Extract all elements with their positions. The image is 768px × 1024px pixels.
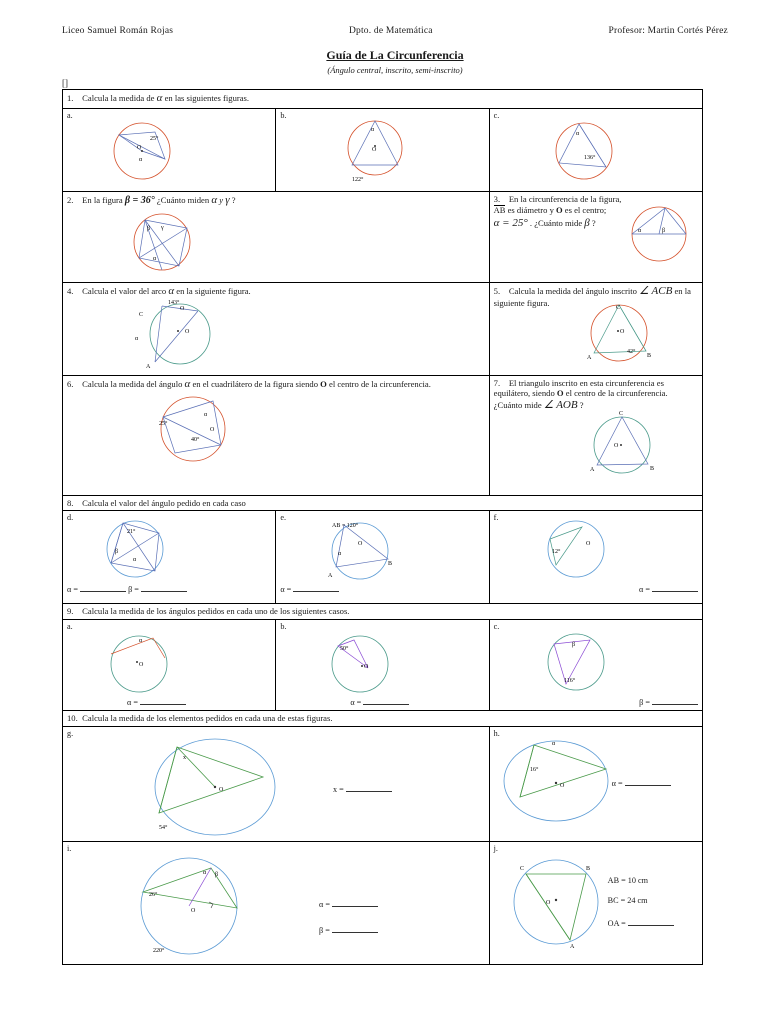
q7-angle-symbol: ∠ AOB [543, 398, 578, 411]
q10-j-bc: BC = 24 cm [607, 896, 648, 906]
q3-number: 3. [493, 193, 501, 204]
q6-o: O [320, 378, 327, 389]
table-row [63, 90, 703, 109]
q9-b-answers [280, 696, 484, 708]
q5-figure [494, 304, 698, 361]
q5-text2: en la siguiente figura. [493, 285, 691, 309]
svg-text:C: C [618, 410, 623, 417]
q4-alpha: α [168, 284, 175, 297]
q3-o: O [556, 205, 563, 216]
q1-text2: en las siguientes figuras. [164, 93, 250, 103]
table-row [63, 619, 703, 711]
q7-o: O [556, 388, 564, 399]
q8-d-alpha-blank[interactable] [80, 583, 126, 592]
q2-text2: ¿Cuánto miden [156, 194, 210, 205]
teacher-name: Profesor: Martin Cortés Pérez [608, 26, 728, 36]
svg-text:α: α [338, 551, 342, 558]
q5-text: Calcula la medida del ángulo inscrito [508, 285, 637, 296]
q4-number: 4. [67, 285, 74, 296]
q9-text: Calcula la medida de los ángulos pedidos en cada uno de los siguientes casos. [82, 606, 350, 617]
q1-figure-c [494, 121, 698, 183]
q1-c-label: c. [493, 110, 500, 120]
svg-text:B: B [649, 465, 654, 472]
q1-fig-a-cell [63, 108, 276, 191]
svg-text:A: A [146, 364, 151, 371]
svg-text:x: x [183, 755, 186, 762]
q10-i-alpha-label: α = [319, 900, 330, 910]
svg-text:12°: 12° [551, 549, 561, 556]
q8-d-answers [67, 583, 271, 595]
q8-d-alpha-label: α = [67, 585, 78, 595]
page-title: Guía de La Circunferencia [326, 48, 464, 62]
svg-text:220°: 220° [153, 948, 165, 955]
q7-text3: ? [579, 399, 584, 410]
q1-alpha: α [156, 92, 163, 104]
q3-text4: . ¿Cuánto mide [529, 218, 583, 229]
svg-text:122°: 122° [352, 177, 364, 183]
table-row [63, 604, 703, 620]
q9-a-label: a. [67, 621, 73, 631]
q10-i-beta-answer [319, 924, 378, 936]
q6-number: 6. [67, 378, 74, 389]
q7-figure [494, 410, 698, 477]
q9-a-answers [67, 696, 271, 708]
q8-figure-f [494, 523, 698, 581]
q7-cell [489, 375, 702, 495]
q8-e-label: e. [280, 513, 287, 523]
q6-text2: en el cuadrilátero de la figura siendo [192, 378, 318, 389]
q4-text: Calcula el valor del arco [82, 285, 167, 296]
q4-cell [63, 282, 490, 375]
q3-beta: β [584, 217, 590, 230]
q7-text2: el centro de la circunferencia. ¿Cuánto mide [493, 388, 668, 410]
q8-f-alpha-blank[interactable] [652, 583, 698, 592]
table-row [63, 495, 703, 511]
q9-figure-a [67, 632, 271, 694]
q1-figure-b [280, 121, 484, 187]
q5-cell [489, 282, 702, 375]
q8-f-label: f. [493, 513, 499, 523]
q9-number: 9. [67, 606, 74, 617]
q8-d-beta-label: β = [128, 585, 139, 595]
svg-text:A: A [569, 944, 574, 951]
q9-b-alpha-label: α = [350, 698, 362, 708]
svg-text:O: O [180, 306, 185, 313]
q9-b-alpha-blank[interactable] [363, 696, 409, 705]
q3-text: En la circunferencia de la figura, [508, 193, 622, 204]
svg-text:O: O [545, 900, 550, 907]
q3-cell [489, 191, 702, 282]
q8-d-beta-blank[interactable] [141, 583, 187, 592]
q2-y: y [219, 194, 224, 205]
q9-figure-b [280, 632, 484, 694]
q1-text: Calcula la medida de [82, 93, 155, 103]
svg-text:β: β [215, 872, 219, 879]
svg-text:γ: γ [161, 224, 164, 231]
svg-text:α: α [551, 741, 555, 748]
svg-text:β: β [147, 225, 151, 232]
q1-a-label: a. [67, 110, 73, 120]
q6-cell [63, 375, 490, 495]
svg-text:136°: 136° [583, 155, 596, 161]
document-header [62, 26, 728, 36]
q2-text: En la figura [82, 194, 123, 205]
svg-text:116°: 116° [563, 678, 575, 685]
svg-text:25°: 25° [150, 136, 159, 142]
svg-text:O: O [619, 328, 624, 335]
q10-h-alpha-blank[interactable] [625, 777, 671, 786]
svg-text:α: α [204, 412, 208, 419]
svg-text:α: α [153, 255, 157, 262]
q10-statement [63, 711, 703, 727]
q5-angle-symbol: ∠ ACB [639, 284, 673, 297]
page-subtitle: (Ángulo central, inscrito, semi-inscrito) [327, 65, 463, 75]
svg-text:C: C [615, 304, 620, 311]
svg-text:42°: 42° [626, 348, 636, 355]
svg-text:O: O [372, 147, 377, 153]
table-row [63, 108, 703, 191]
q2-alpha: α [211, 193, 218, 206]
svg-text:O: O [364, 664, 369, 671]
exercise-table [62, 89, 703, 965]
text-cursor-marker: [] [62, 78, 68, 88]
table-row [63, 727, 703, 842]
q1-figure-a [67, 121, 271, 183]
svg-text:A: A [589, 466, 594, 473]
q1-fig-c-cell [489, 108, 702, 191]
svg-text:C: C [519, 866, 524, 873]
q7-number: 7. [493, 377, 501, 388]
q10-j-oa-label: OA = [607, 918, 626, 928]
q10-j-label: j. [493, 844, 498, 854]
table-row [63, 282, 703, 375]
q9-a-alpha-blank[interactable] [140, 696, 186, 705]
q6-figure [67, 391, 485, 469]
q8-f-alpha-label: α = [638, 585, 650, 595]
q10-text: Calcula la medida de los elementos pedidos en cada una de estas figuras. [82, 713, 333, 724]
q10-g-answers [333, 783, 392, 795]
q8-figure-d [67, 523, 271, 581]
q9-b-label: b. [280, 621, 287, 631]
svg-text:B: B [388, 561, 393, 568]
q10-h-label: h. [493, 729, 500, 739]
table-row [63, 842, 703, 965]
q9-a-alpha-label: α = [127, 698, 138, 708]
q3-alpha-value: α = 25° [493, 217, 528, 230]
svg-text:α: α [575, 131, 579, 137]
svg-text:α: α [371, 127, 375, 133]
q9-fig-a-cell [63, 619, 276, 711]
svg-text:50°: 50° [340, 646, 349, 653]
q10-i-alpha-answer [319, 898, 378, 910]
q10-h-answers [612, 777, 671, 789]
svg-text:54°: 54° [159, 825, 168, 832]
q10-i-alpha-blank[interactable] [332, 898, 378, 907]
q10-g-x-label: x = [333, 785, 344, 795]
q8-f-answers [494, 583, 698, 595]
q2-number: 2. [67, 194, 74, 205]
q2-beta-value: β = 36° [124, 194, 155, 206]
svg-text:β: β [571, 642, 575, 649]
svg-text:A: A [586, 354, 591, 361]
q10-i-label: i. [67, 844, 72, 854]
q10-fig-j-cell [489, 842, 702, 965]
q6-text3: el centro de la circunferencia. [329, 378, 431, 389]
q5-number: 5. [493, 285, 501, 296]
q10-figure-g [67, 739, 485, 835]
svg-text:O: O [358, 541, 363, 548]
q2-gamma: γ [225, 193, 230, 206]
q10-j-ab: AB = 10 cm [607, 876, 648, 886]
svg-text:O: O [613, 442, 618, 449]
q1-b-label: b. [280, 110, 287, 120]
q10-figure-i [67, 854, 485, 958]
q8-figure-e [280, 523, 484, 581]
svg-text:C: C [139, 312, 144, 319]
q8-fig-e-cell [276, 511, 489, 604]
q9-fig-b-cell [276, 619, 489, 711]
q1-statement [63, 90, 703, 109]
svg-text:α: α [139, 638, 143, 645]
q10-number: 10. [67, 713, 78, 724]
q10-j-oa-blank[interactable] [628, 917, 674, 926]
q10-g-label: g. [67, 729, 74, 739]
q8-statement [63, 495, 703, 511]
table-row [63, 511, 703, 604]
q9-c-label: c. [493, 621, 500, 631]
q3-text3: es el centro; [564, 205, 607, 216]
svg-text:25°: 25° [159, 421, 168, 428]
svg-text:O: O [191, 908, 196, 915]
svg-text:β: β [662, 227, 666, 234]
svg-text:α: α [135, 336, 139, 343]
q6-text: Calcula la medida del ángulo [82, 378, 183, 389]
q4-text2: en la siguiente figura. [176, 285, 251, 296]
q10-i-beta-blank[interactable] [332, 924, 378, 933]
table-row [63, 375, 703, 495]
svg-text:40°: 40° [191, 437, 200, 444]
q3-text5: ? [591, 218, 596, 229]
department-name: Dpto. de Matemática [348, 26, 433, 36]
svg-text:O: O [559, 783, 564, 790]
q7-text: El triangulo inscrito en esta circunferencia es equilátero, siendo [493, 377, 664, 399]
svg-text:B: B [585, 866, 590, 873]
svg-text:α: α [638, 227, 642, 234]
q2-cell [63, 191, 490, 282]
q1-fig-b-cell [276, 108, 489, 191]
q10-h-alpha-label: α = [611, 779, 623, 789]
q1-number: 1. [67, 93, 74, 103]
q4-figure [67, 298, 485, 372]
svg-text:O: O [139, 662, 144, 669]
q9-c-answers [494, 696, 698, 708]
school-name: Liceo Samuel Román Rojas [62, 26, 174, 36]
q10-fig-g-cell [63, 727, 490, 842]
q8-fig-d-cell [63, 511, 276, 604]
q3-text2: es diámetro y [507, 205, 554, 216]
q2-figure [67, 208, 485, 280]
svg-text:α: α [133, 557, 137, 564]
svg-text:α: α [203, 870, 207, 877]
svg-text:26°: 26° [149, 892, 158, 899]
svg-text:β: β [115, 549, 119, 556]
svg-text:21°: 21° [127, 529, 136, 536]
q10-i-beta-label: β = [319, 926, 330, 936]
svg-text:AB = 120°: AB = 120° [332, 523, 359, 530]
q10-fig-h-cell [489, 727, 702, 842]
q3-segment-ab: AB [493, 205, 506, 216]
svg-text:16°: 16° [529, 767, 539, 774]
q8-e-alpha-blank[interactable] [293, 583, 339, 592]
q8-e-alpha-label: α = [280, 585, 292, 595]
q9-figure-c [494, 632, 698, 694]
svg-text:A: A [328, 573, 333, 580]
q10-g-x-blank[interactable] [346, 783, 392, 792]
q2-text3: ? [231, 194, 236, 205]
q9-c-beta-blank[interactable] [652, 696, 698, 705]
svg-text:143°: 143° [168, 300, 180, 307]
svg-text:O: O [219, 787, 224, 794]
svg-text:O: O [185, 329, 190, 336]
svg-text:O: O [137, 145, 142, 151]
q10-fig-i-cell [63, 842, 490, 965]
q8-fig-f-cell [489, 511, 702, 604]
q3-figure [607, 192, 702, 266]
q10-j-data [608, 876, 674, 929]
q8-number: 8. [67, 497, 74, 508]
svg-text:O: O [210, 427, 215, 434]
q8-text: Calcula el valor del ángulo pedido en cada caso [82, 497, 246, 508]
svg-text:α: α [139, 157, 143, 163]
q6-alpha: α [184, 377, 191, 390]
q9-c-beta-label: β = [639, 698, 650, 708]
q8-d-label: d. [67, 513, 74, 523]
svg-text:B: B [646, 352, 651, 359]
q8-e-answers [280, 583, 484, 595]
table-row [63, 191, 703, 282]
q9-fig-c-cell [489, 619, 702, 711]
table-row [63, 711, 703, 727]
svg-text:O: O [585, 541, 590, 548]
q9-statement [63, 604, 703, 620]
